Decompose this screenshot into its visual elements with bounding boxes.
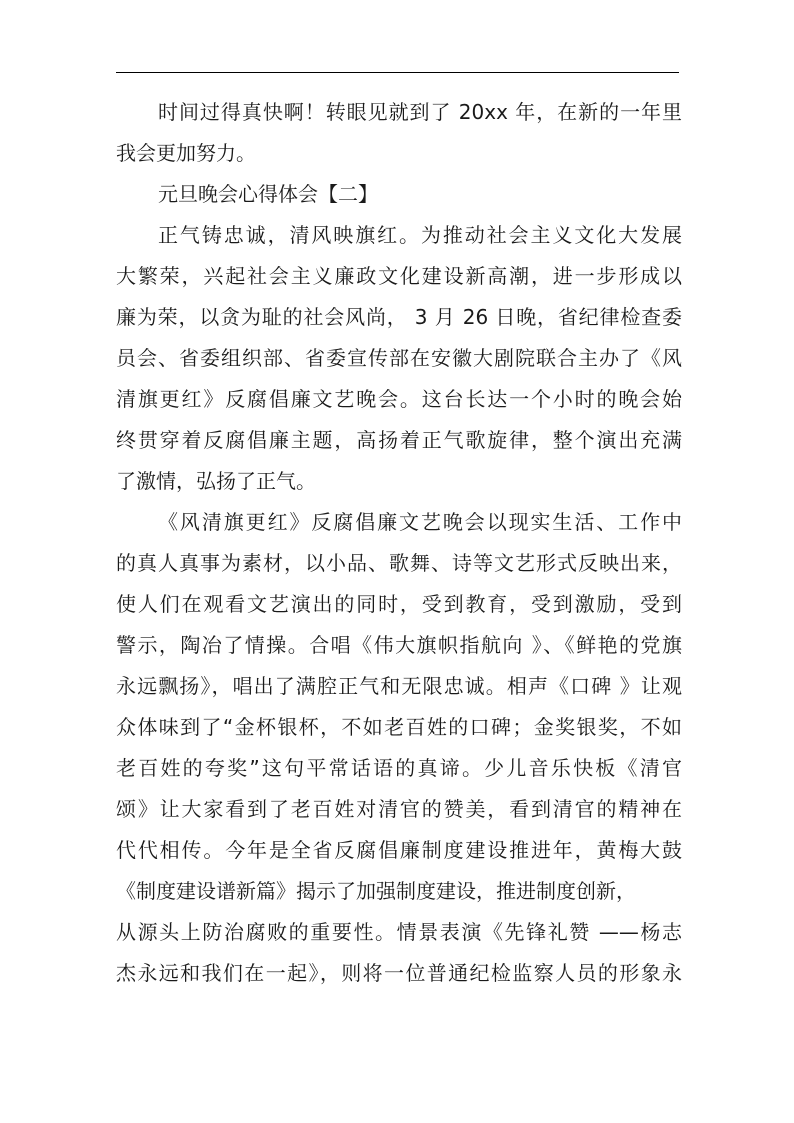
- text-line: 杰永远和我们在一起》，则将一位普通纪检监察人员的形象永: [116, 961, 682, 985]
- text-line: 时间过得真快啊！转眼见就到了 20xx 年，在新的一年里: [158, 100, 682, 124]
- text-line: 员会、省委组织部、省委宣传部在安徽大剧院联合主办了《风: [116, 346, 682, 370]
- text-line: 永远飘扬》，唱出了满腔正气和无限忠诚。相声《口碑 》让观: [116, 674, 682, 698]
- header-rule: [116, 72, 679, 73]
- text-line: 正气铸忠诚，清风映旗红。为推动社会主义文化大发展: [158, 223, 682, 247]
- text-line: 从源头上防治腐败的重要性。情景表演《先锋礼赞 ——杨志: [116, 920, 682, 944]
- text-line: 的真人真事为素材，以小品、歌舞、诗等文艺形式反映出来，: [116, 551, 682, 575]
- text-line: 了激情，弘扬了正气。: [116, 469, 316, 493]
- text-line: 老百姓的夸奖”这句平常话语的真谛。少儿音乐快板《清官: [116, 756, 682, 780]
- text-line: 颂》让大家看到了老百姓对清官的赞美，看到清官的精神在: [116, 797, 682, 821]
- text-line: 代代相传。今年是全省反腐倡廉制度建设推进年，黄梅大鼓: [116, 838, 682, 862]
- section-heading: [116, 174, 682, 215]
- heading-line: 元旦晚会心得体会【二】: [158, 182, 378, 206]
- text-line: 大繁荣，兴起社会主义廉政文化建设新高潮，进一步形成以: [116, 264, 682, 288]
- paragraph-performances: [116, 502, 682, 994]
- text-line: 我会更加努力。: [116, 141, 256, 165]
- text-line: 《风清旗更红》反腐倡廉文艺晚会以现实生活、工作中: [158, 510, 682, 534]
- text-line: 使人们在观看文艺演出的同时，受到教育，受到激励，受到: [116, 592, 682, 616]
- paragraph-intro: [116, 215, 682, 502]
- text-line: 终贯穿着反腐倡廉主题，高扬着正气歌旋律，整个演出充满: [116, 428, 682, 452]
- text-line: 众体味到了“金杯银杯，不如老百姓的口碑；金奖银奖，不如: [116, 715, 682, 739]
- document-body: [116, 92, 682, 994]
- text-line: 清旗更红》反腐倡廉文艺晚会。这台长达一个小时的晚会始: [116, 387, 682, 411]
- text-line: 廉为荣，以贪为耻的社会风尚， 3 月 26 日晚，省纪律检查委: [116, 305, 682, 329]
- text-line: 警示，陶冶了情操。合唱《伟大旗帜指航向 》、《鲜艳的党旗: [116, 633, 682, 657]
- text-line: 《制度建设谱新篇》揭示了加强制度建设，推进制度创新，: [116, 879, 636, 903]
- paragraph-new-year: [116, 92, 682, 174]
